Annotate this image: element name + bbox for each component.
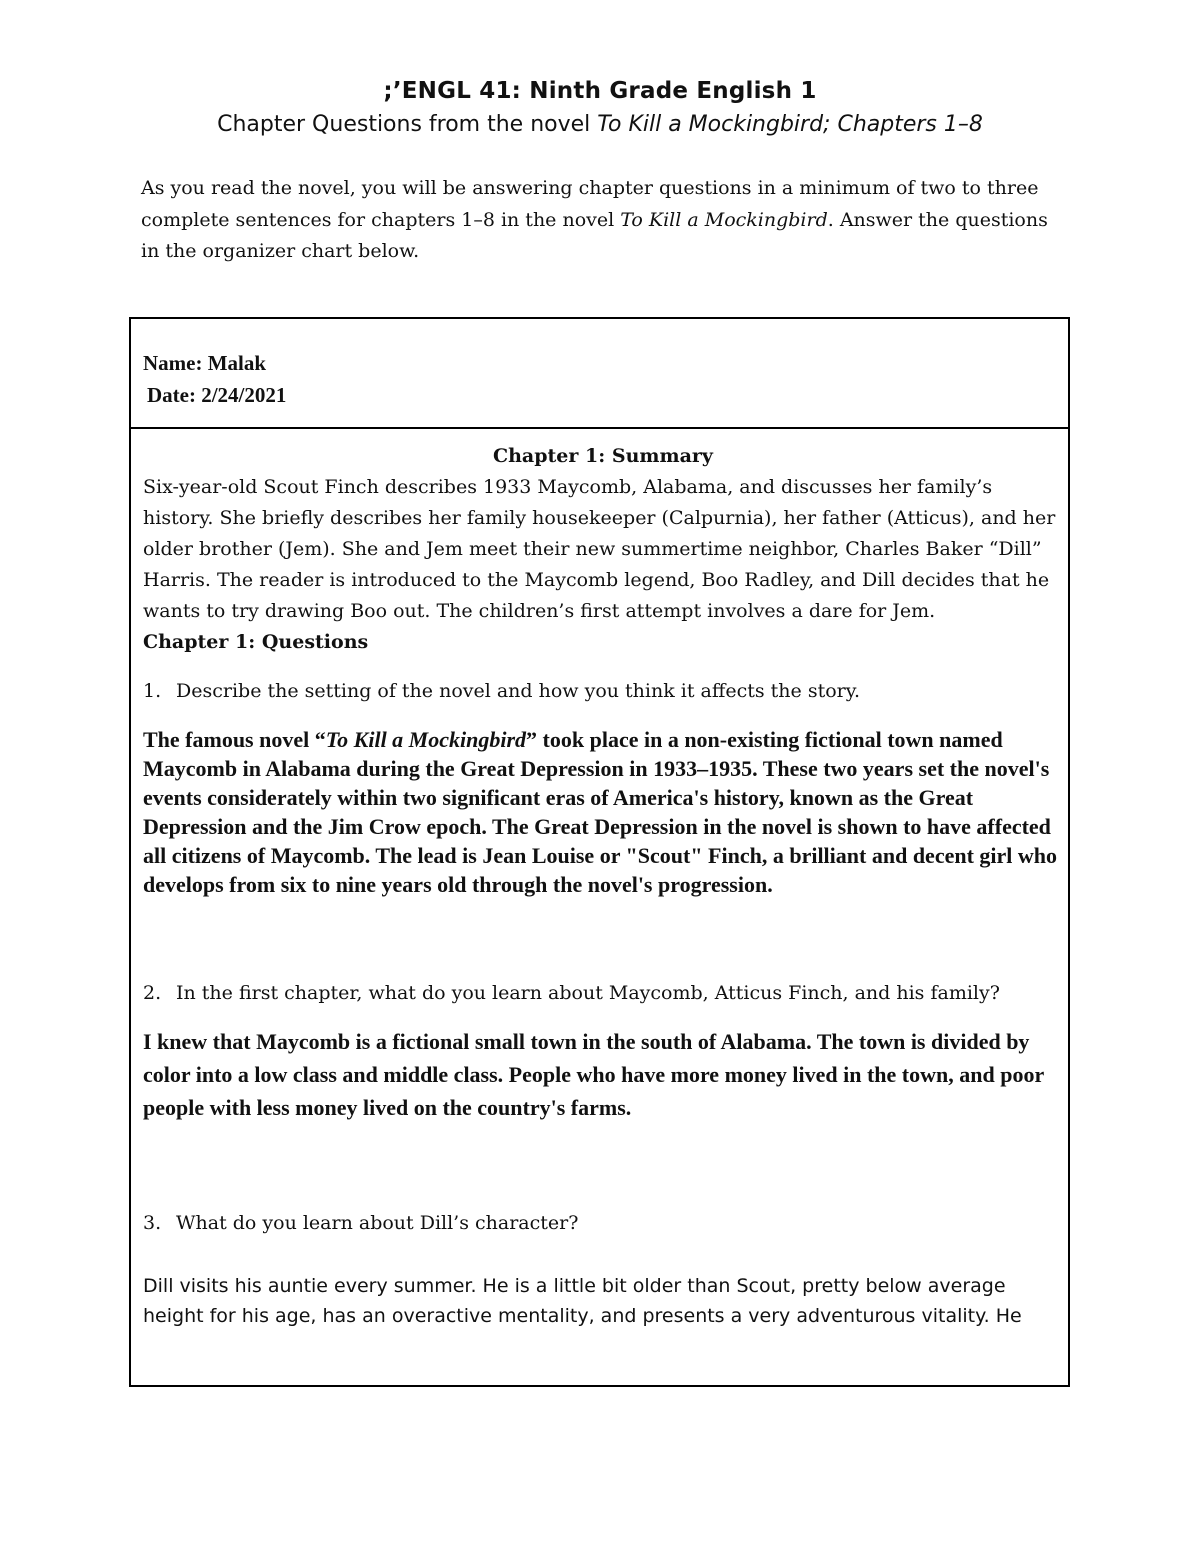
intro-text-after: . Answer the questions in the organizer chart below. <box>141 208 1048 262</box>
question-2 <box>143 978 1063 1009</box>
question-2-number: 2. <box>143 982 162 1004</box>
chapter-1-summary-heading: Chapter 1: Summary <box>493 445 713 467</box>
question-3-number: 3. <box>143 1212 162 1234</box>
answer-1-book-title: To Kill a Mockingbird <box>325 727 527 752</box>
intro-paragraph <box>141 173 1071 268</box>
chapter-1-cell <box>143 441 1063 1331</box>
intro-text-before: As you read the novel, you will be answering chapter questions in a minimum of two to three complete sentences for chapters 1–8 in the novel <box>141 177 1039 231</box>
answer-1-after: ” took place in a non-existing fictional town named Maycomb in Alabama during the Great Depression in 1933–1935. These two years set the novel's events considerately within two significant eras of America's history, known as the Great Depression and the Jim Crow epoch. The Great Depression in the novel is shown to have affected all citizens of Maycomb. The lead is Jean Louise or "Scout" Finch, a brilliant and decent girl who develops from six to nine years old through the novel's progression. <box>143 727 1058 897</box>
student-date: Date: 2/24/2021 <box>147 383 287 407</box>
organizer-chart <box>129 317 1070 1387</box>
intro-book-title: To Kill a Mockingbird <box>620 208 828 231</box>
subtitle-book-title: To Kill a Mockingbird; Chapters 1–8 <box>597 112 983 137</box>
answer-3: Dill visits his auntie every summer. He is a little bit older than Scout, pretty below average height for his age, has an overactive mentality, and presents a very adventurous vitality. He <box>143 1275 1022 1327</box>
chapter-1-summary: Six-year-old Scout Finch describes 1933 Maycomb, Alabama, and discusses her family’s history. She briefly describes her family housekeeper (Calpurnia), her father (Atticus), and her older brother (Jem). She and Jem meet their new summertime neighbor, Charles Baker “Dill” Harris. The reader is introduced to the Maycomb legend, Boo Radley, and Dill decides that he wants to try drawing Boo out. The children’s first attempt involves a dare for Jem. <box>143 476 1056 622</box>
question-1-text: Describe the setting of the novel and how you think it affects the story. <box>176 680 860 702</box>
document-subtitle <box>0 112 1200 137</box>
question-1 <box>143 676 1063 707</box>
document-title: ;’ENGL 41: Ninth Grade English 1 <box>383 78 817 104</box>
answer-1-before: The famous novel “ <box>143 727 326 752</box>
answer-1 <box>143 725 1063 899</box>
subtitle-text: Chapter Questions from the novel <box>217 112 598 137</box>
question-3 <box>143 1208 1063 1239</box>
student-info-row <box>131 319 1068 429</box>
question-2-text: In the first chapter, what do you learn about Maycomb, Atticus Finch, and his family? <box>176 982 1000 1004</box>
chapter-1-questions-heading: Chapter 1: Questions <box>143 631 369 653</box>
question-1-number: 1. <box>143 680 162 702</box>
question-3-text: What do you learn about Dill’s character? <box>176 1212 579 1234</box>
answer-2: I knew that Maycomb is a fictional small town in the south of Alabama. The town is divided by color into a low class and middle class. People who have more money lived in the town, and poor people with less money lived on the country's farms. <box>143 1029 1044 1120</box>
student-name: Name: Malak <box>143 351 267 375</box>
